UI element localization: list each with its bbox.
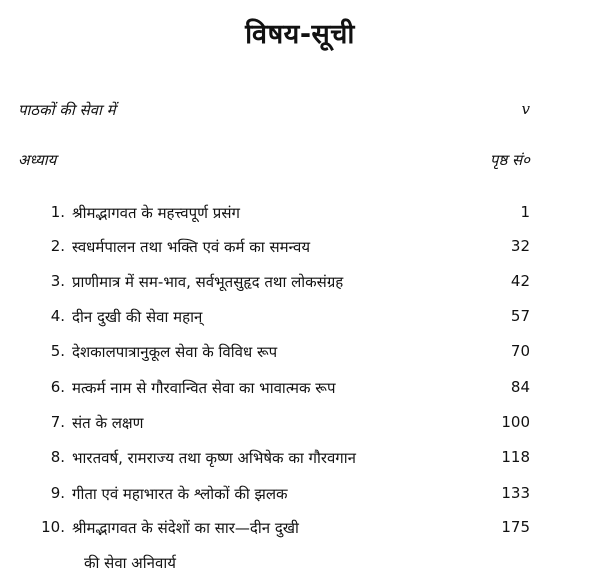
entry-number: 6. [50,378,65,396]
toc-entry [0,484,600,510]
toc-entry [0,518,600,544]
toc-entry [0,307,600,333]
entry-title: मत्कर्म नाम से गौरवान्वित सेवा का भावात्मक रूप [72,379,336,397]
toc-entry [0,272,600,298]
entry-page: 100 [501,413,530,431]
entry-title: प्राणीमात्र में सम-भाव, सर्वभूतसुहृद तथा लोकसंग्रह [72,273,344,291]
entry-page: 42 [510,272,530,290]
chapter-column-label: अध्याय [18,151,57,169]
entry-title-continuation: की सेवा अनिवार्य [84,554,176,572]
preface-row [0,100,600,128]
entry-number: 3. [50,272,65,290]
column-header-row [0,150,600,178]
entry-title: गीता एवं महाभारत के श्लोकों की झलक [72,485,288,503]
toc-entry [0,203,600,229]
preface-page: v [521,100,530,118]
entry-number: 9. [50,484,65,502]
entry-title: स्वधर्मपालन तथा भक्ति एवं कर्म का समन्वय [72,238,311,256]
entry-page: 175 [501,518,530,536]
entry-number: 4. [50,307,65,325]
entry-number: 1. [50,203,65,221]
preface-label: पाठकों की सेवा में [18,101,116,119]
entry-title: दीन दुखी की सेवा महान् [72,308,203,326]
entry-number: 7. [50,413,65,431]
entry-page: 57 [510,307,530,325]
entry-title: श्रीमद्भागवत के महत्त्वपूर्ण प्रसंग [72,204,240,222]
entry-number: 10. [41,518,65,536]
entry-page: 118 [501,448,530,466]
entry-number: 5. [50,342,65,360]
toc-entry [0,237,600,263]
entry-title: श्रीमद्भागवत के संदेशों का सार—दीन दुखी [72,519,299,537]
entry-page: 32 [510,237,530,255]
toc-entry [0,413,600,439]
entry-title: देशकालपात्रानुकूल सेवा के विविध रूप [72,343,278,361]
entry-number: 8. [50,448,65,466]
page-column-label: पृष्ठ सं० [489,151,530,169]
entry-title: संत के लक्षण [72,414,144,432]
entry-page: 133 [501,484,530,502]
toc-entry [0,342,600,368]
toc-entry [0,378,600,404]
entry-page: 84 [510,378,530,396]
entry-page: 1 [520,203,530,221]
page-title: विषय-सूची [245,19,355,50]
entry-number: 2. [50,237,65,255]
entry-title: भारतवर्ष, रामराज्य तथा कृष्ण अभिषेक का गौरवगान [72,449,356,467]
toc-entry [0,448,600,474]
entry-page: 70 [510,342,530,360]
